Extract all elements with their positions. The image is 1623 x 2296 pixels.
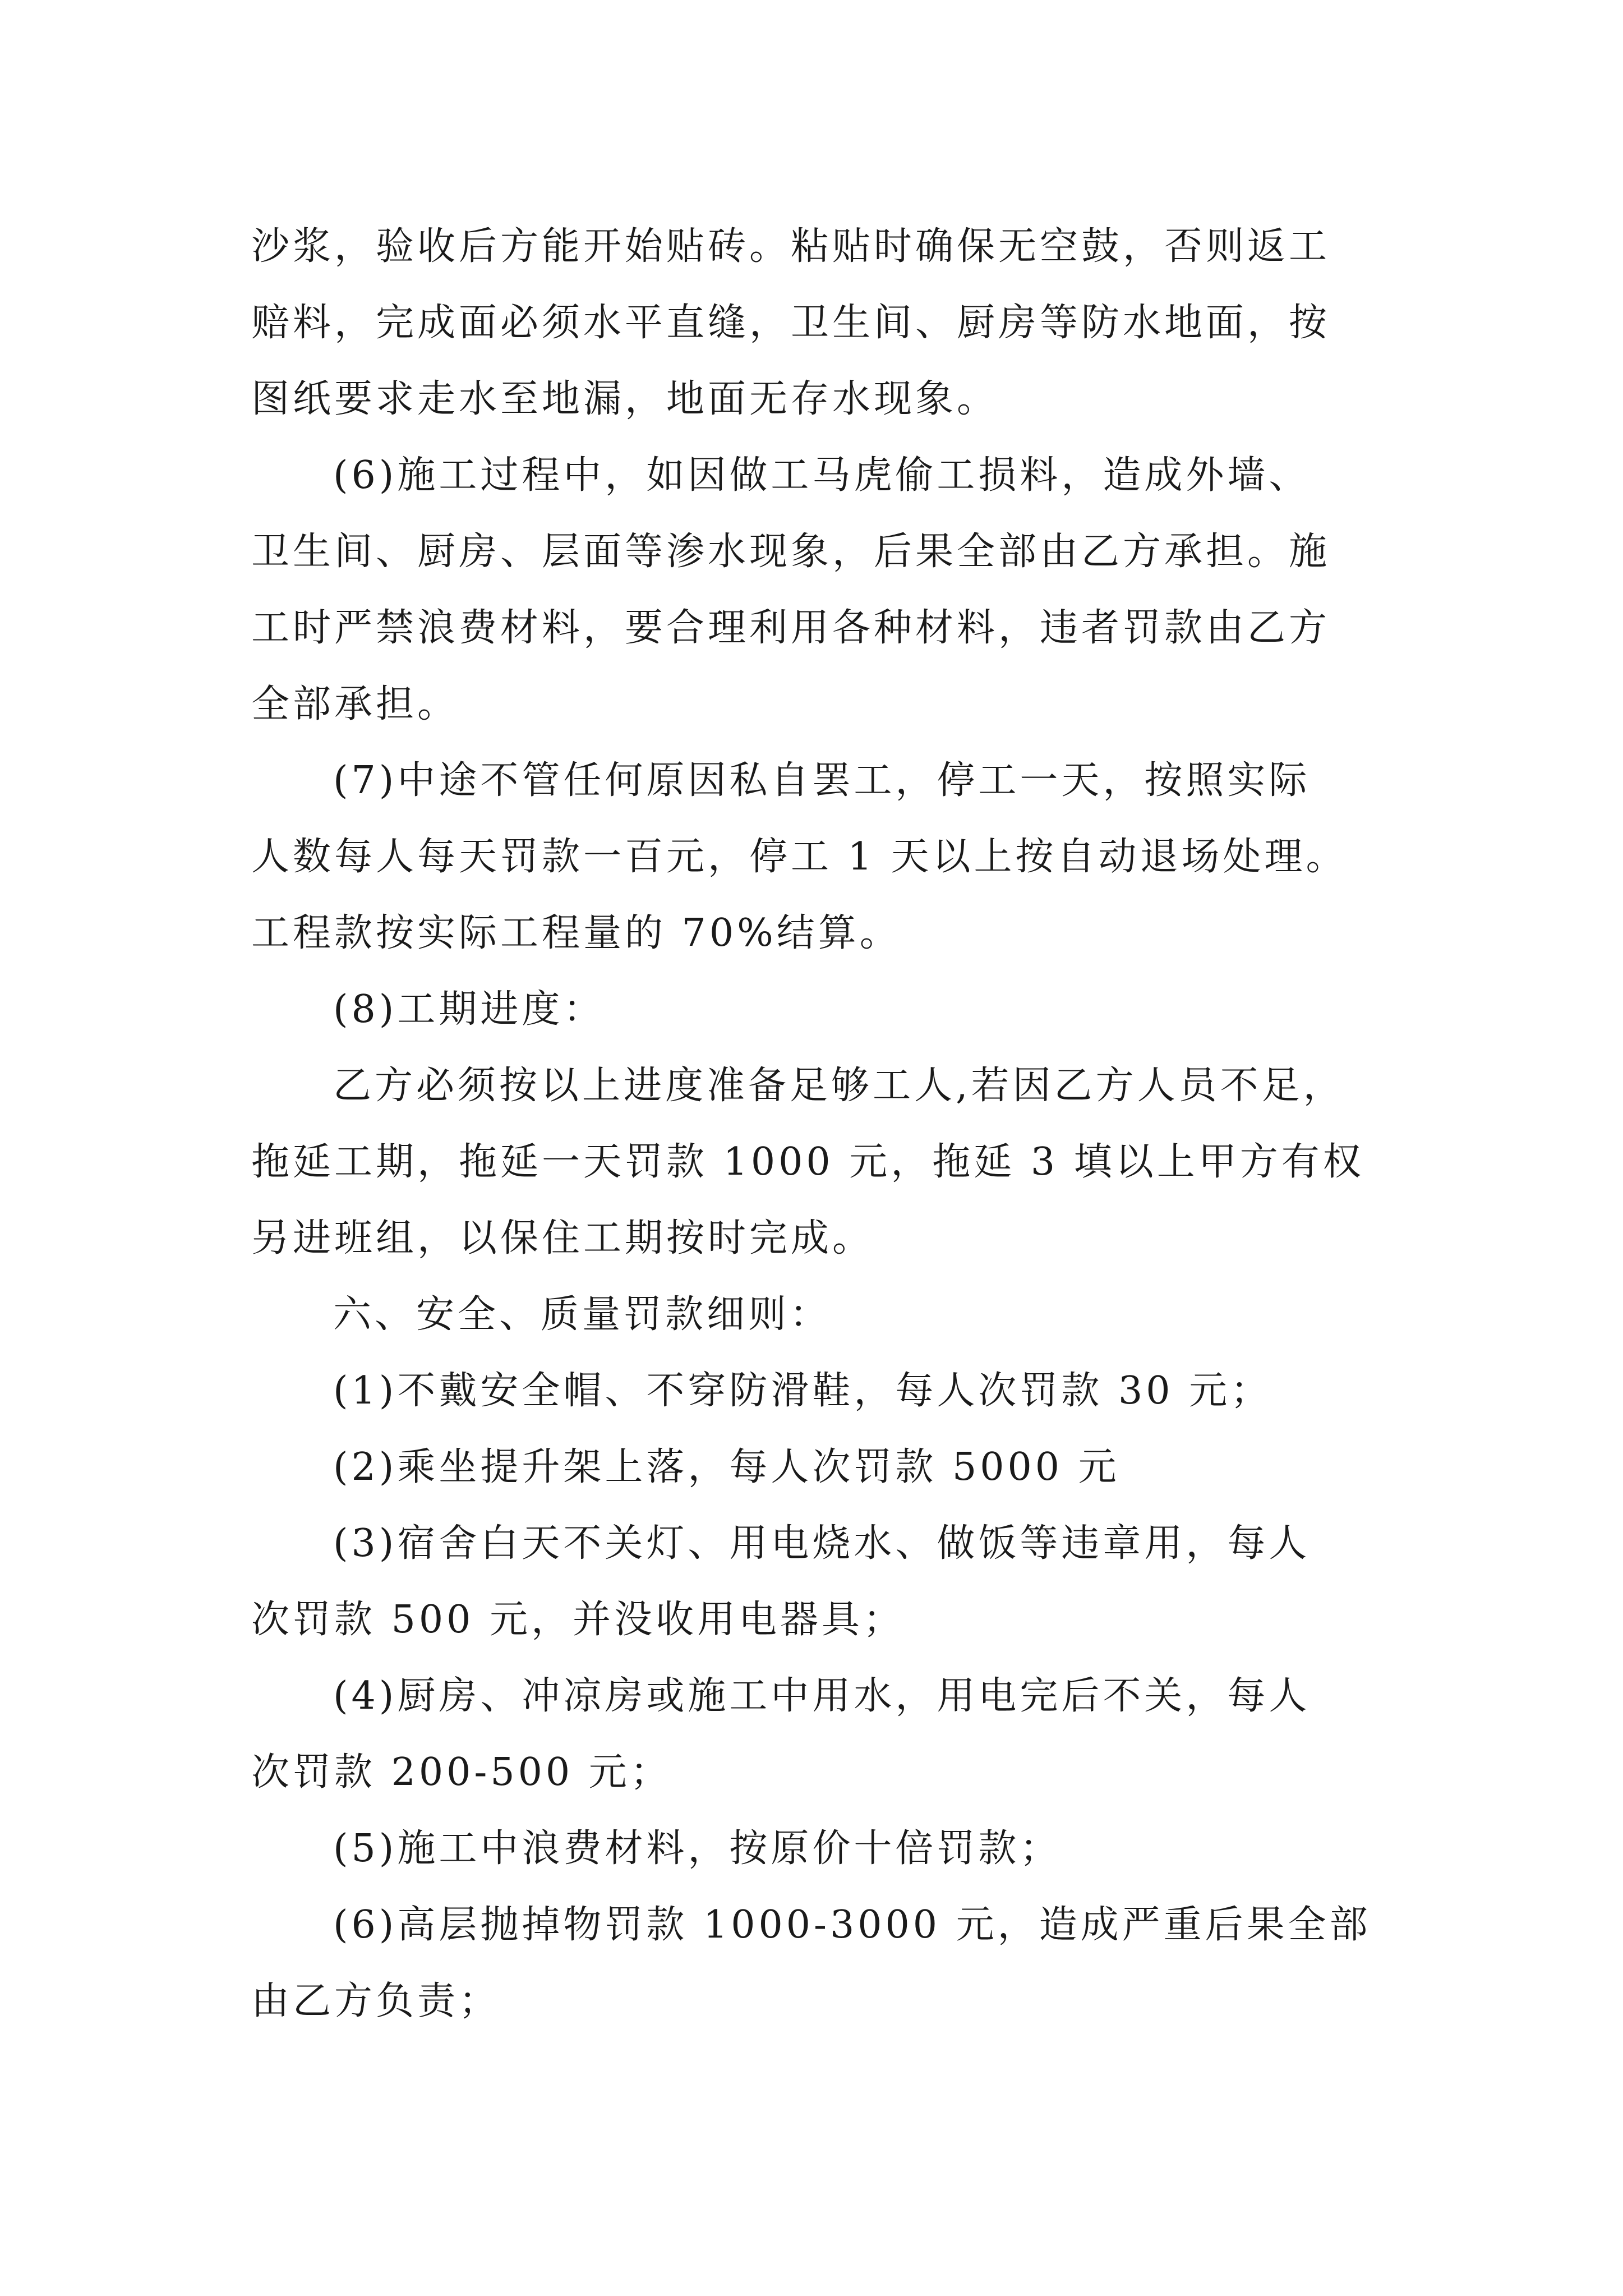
text-line: 卫生间、厨房、层面等渗水现象，后果全部由乙方承担。施	[251, 530, 1331, 574]
text-line: (8)工期进度：	[333, 987, 605, 1032]
text-line: (4)厨房、冲凉房或施工中用水，用电完后不关，每人	[333, 1674, 1311, 1718]
text-line: 另进班组，以保住工期按时完成。	[251, 1216, 874, 1260]
document-body	[251, 209, 1398, 2040]
text-line: 沙浆，验收后方能开始贴砖。粘贴时确保无空鼓，否则返工	[251, 224, 1331, 269]
text-line: 拖延工期，拖延一天罚款 1000 元，拖延 3 填以上甲方有权	[251, 1140, 1364, 1184]
text-line: 次罚款 500 元，并没收用电器具；	[251, 1598, 905, 1642]
text-line: 工时严禁浪费材料，要合理利用各种材料，违者罚款由乙方	[251, 606, 1331, 650]
text-line: 工程款按实际工程量的 70%结算。	[251, 911, 901, 955]
text-line: (7)中途不管任何原因私自罢工，停工一天，按照实际	[333, 758, 1311, 803]
text-line: (6)高层抛掉物罚款 1000-3000 元，造成严重后果全部	[333, 1903, 1371, 1947]
text-line: 赔料，完成面必须水平直缝，卫生间、厨房等防水地面，按	[251, 301, 1331, 345]
text-line: (3)宿舍白天不关灯、用电烧水、做饭等违章用，每人	[333, 1521, 1311, 1566]
text-line: (5)施工中浪费材料，按原价十倍罚款；	[333, 1826, 1062, 1871]
text-line: 次罚款 200-500 元；	[251, 1750, 672, 1795]
text-line: (1)不戴安全帽、不穿防滑鞋，每人次罚款 30 元；	[333, 1369, 1272, 1413]
text-line: 图纸要求走水至地漏，地面无存水现象。	[251, 377, 999, 421]
text-line: 人数每人每天罚款一百元，停工 1 天以上按自动退场处理。	[251, 835, 1348, 879]
section-heading: 六、安全、质量罚款细则：	[333, 1292, 832, 1337]
text-line: 由乙方负责；	[251, 1979, 501, 2023]
text-line: (6)施工过程中，如因做工马虎偷工损料，造成外墙、	[333, 453, 1311, 498]
text-line: 全部承担。	[251, 682, 459, 726]
text-line: (2)乘坐提升架上落，每人次罚款 5000 元	[333, 1445, 1120, 1489]
text-line: 乙方必须按以上进度准备足够工人,若因乙方人员不足，	[333, 1064, 1345, 1108]
